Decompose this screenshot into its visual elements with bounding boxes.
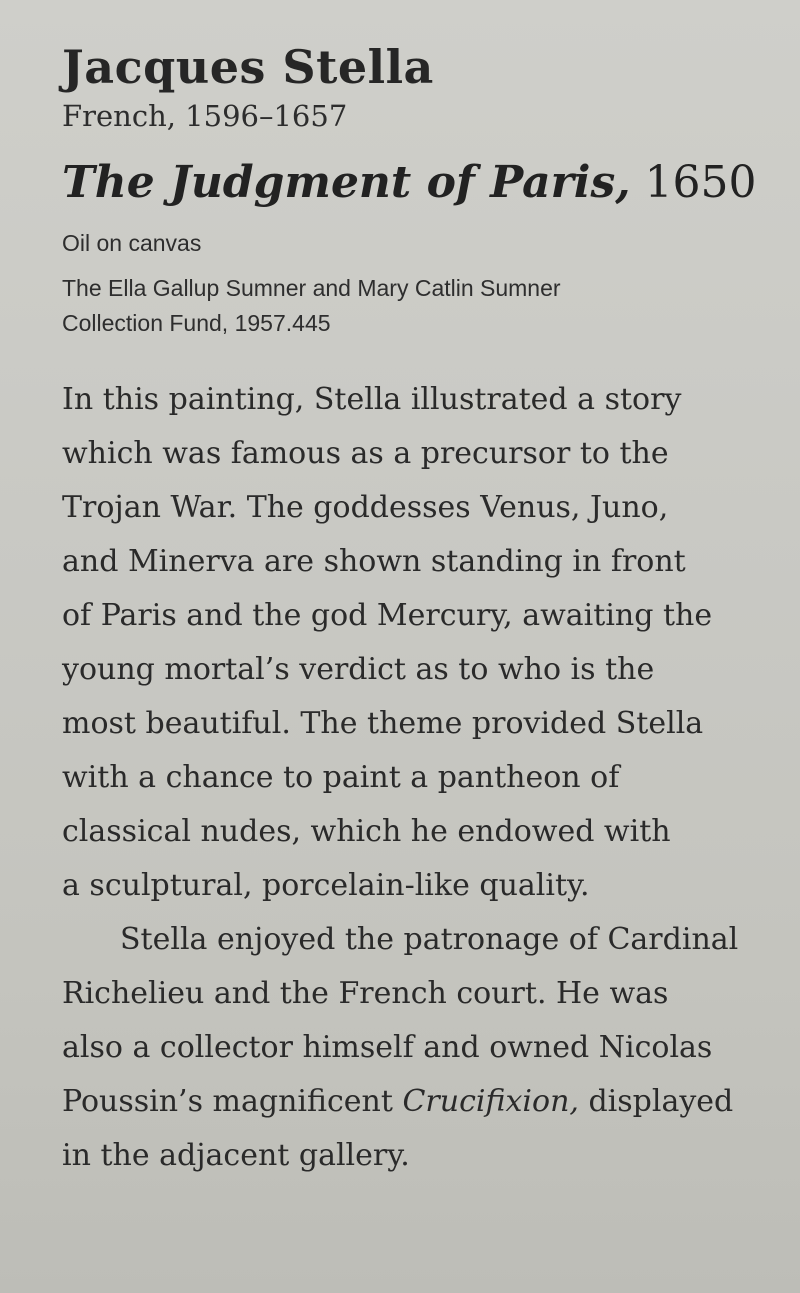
artist-nationality-dates: French, 1596–1657: [62, 99, 348, 133]
paragraph-line: Stella enjoyed the patronage of Cardinal: [120, 922, 739, 957]
paragraph-line: with a chance to paint a pantheon of: [62, 760, 620, 795]
artist-name: Jacques Stella: [62, 40, 434, 94]
paragraph-line: in the adjacent gallery.: [62, 1138, 410, 1173]
paragraph-line: Trojan War. The goddesses Venus, Juno,: [62, 490, 669, 525]
artwork-title: The Judgment of Paris,: [62, 157, 631, 208]
description-paragraph-2: [62, 913, 752, 1183]
paragraph-line: which was famous as a precursor to the: [62, 436, 669, 471]
paragraph-line: also a collector himself and owned Nicolas: [62, 1030, 713, 1065]
artwork-medium: Oil on canvas: [62, 230, 202, 256]
paragraph-line: [62, 1075, 752, 1129]
artwork-year: 1650: [644, 157, 757, 208]
paragraph-line: most beautiful. The theme provided Stella: [62, 706, 704, 741]
credit-line: [62, 271, 682, 341]
paragraph-line: and Minerva are shown standing in front: [62, 544, 686, 579]
paragraph-line: a sculptural, porcelain-like quality.: [62, 868, 590, 903]
line-text: Poussin’s magnificent: [62, 1084, 403, 1119]
paragraph-line: of Paris and the god Mercury, awaiting the: [62, 598, 713, 633]
paragraph-line: classical nudes, which he endowed with: [62, 814, 671, 849]
artwork-reference-crucifixion: Crucifixion,: [402, 1084, 579, 1119]
paragraph-line: Richelieu and the French court. He was: [62, 976, 669, 1011]
line-text: displayed: [578, 1084, 734, 1119]
paragraph-line: young mortal’s verdict as to who is the: [62, 652, 655, 687]
artwork-title-line: [62, 154, 760, 212]
credit-line-1: The Ella Gallup Sumner and Mary Catlin Sumner: [62, 275, 561, 301]
description-paragraph-1: [62, 373, 752, 913]
paragraph-line: In this painting, Stella illustrated a story: [62, 382, 682, 417]
credit-line-2: Collection Fund, 1957.445: [62, 310, 331, 336]
